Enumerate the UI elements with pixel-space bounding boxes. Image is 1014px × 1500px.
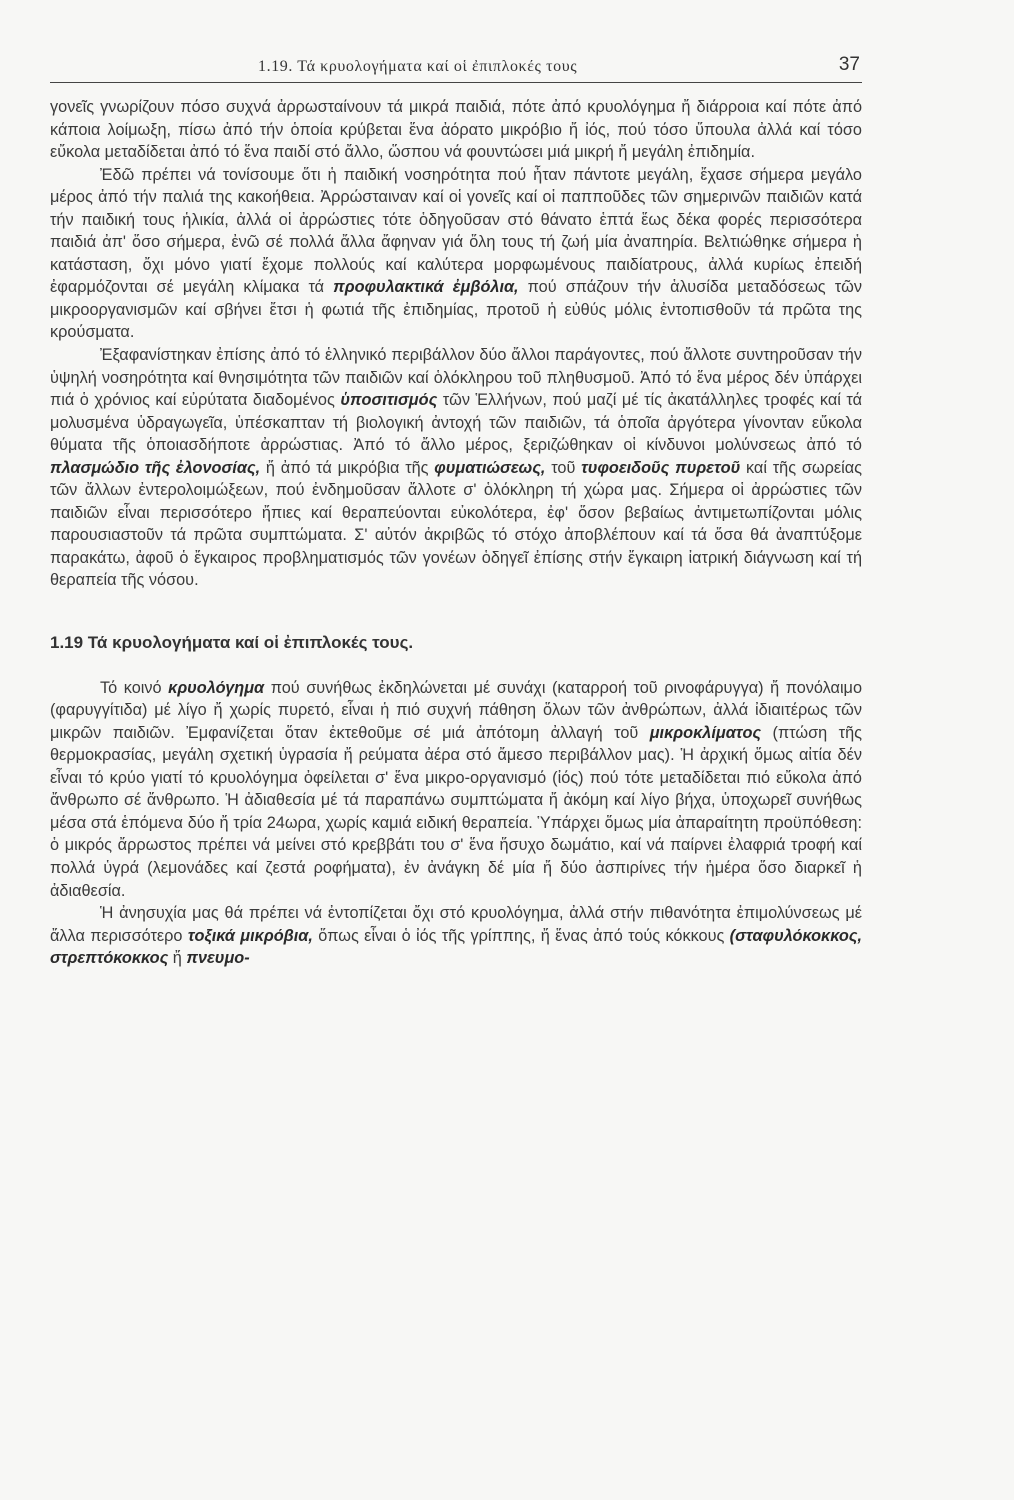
- paragraph-4: [50, 677, 862, 902]
- paragraph-2-text-b: πού σπάζουν τήν ἁλυσίδα μεταδόσεως τῶν μικροοργανισμῶν καί σβήνει ἔτσι ἡ φωτιά τῆς ἐπιδημίας, προτοῦ ἡ εὐθύς μόλις ἐντοπισθοῦν τά πρῶτα της κρούσματα.: [50, 278, 863, 342]
- paragraph-3-text-d: τοῦ: [545, 458, 582, 477]
- page-number: 37: [838, 54, 860, 75]
- paragraph-1: [50, 96, 862, 164]
- paragraph-5-text-b: ὅπως εἶναι ὁ ἰός τῆς γρίππης, ἤ ἕνας ἀπό τούς κόκκους: [312, 926, 730, 945]
- page-body: [50, 96, 862, 970]
- paragraph-3-text-a: Ἐξαφανίστηκαν ἐπίσης ἀπό τό ἑλληνικό περιβάλλον δύο ἄλλοι παράγοντες, πού ἄλλοτε συντηροῦσαν τήν ὑψηλή νοσηρότητα καί θνησιμότητα τῶν παιδιῶν καί ὁλόκληρου τοῦ πληθυσμοῦ. Ἀπό τό ἕνα μέρος δέν ὑπάρχει πιά ὁ χρόνιος καί εὐρύτατα διαδομένος: [50, 346, 862, 410]
- term-prophylactic-vaccines: προφυλακτικά ἐμβόλια,: [333, 278, 519, 297]
- paragraph-5: [50, 902, 862, 970]
- term-malnutrition: ὑποσιτισμός: [340, 391, 438, 410]
- paragraph-5-text-c: ἤ: [168, 949, 187, 968]
- term-cocci: (σταφυλόκοκκος, στρεπτόκοκκος: [50, 926, 862, 968]
- paragraph-4-text-a: Τό κοινό: [100, 678, 169, 697]
- paragraph-3-text-b: τῶν Ἑλλήνων, πού μαζί μέ τίς ἀκατάλληλες τροφές καί τά μολυσμένα ὑδραγωγεῖα, ὑπέσκαπταν τή βιολογική ἀντοχή τῶν παιδιῶν, τά ὁποῖα ἀργότερα γίνονταν εὔκολα θύματα τῆς ὁποιασδήποτε ἀρρώστιας. Ἀπό τό ἄλλο μέρος, ξεριζώθηκαν οἱ κίνδυνοι μολύνσεως ἀπό τό: [50, 391, 862, 455]
- paragraph-1-text: γονεῖς γνωρίζουν πόσο συχνά ἀρρωσταίνουν τά μικρά παιδιά, πότε ἀπό κρυολόγημα ἤ διάρροια καί πότε ἀπό κάποια λοίμωξη, πίσω ἀπό τήν ὁποία κρύβεται ἕνα ἀόρατο μικρόβιο ἤ ἰός, πού τόσο ὕπουλα ἀλλά καί τόσο εὔκολα μεταδίδεται ἀπό τό ἕνα παιδί στό ἄλλο, ὥσπου νά φουντώσει μιά μικρή ἤ μεγάλη ἐπιδημία.: [50, 98, 862, 162]
- paragraph-3: [50, 344, 862, 592]
- paragraph-3-text-c: ἤ ἀπό τά μικρόβια τῆς: [260, 458, 435, 477]
- term-pneumo: πνευμο-: [186, 949, 250, 968]
- running-header-title: 1.19. Τά κρυολογήματα καί οἱ ἐπιπλοκές τους: [258, 58, 578, 75]
- term-toxic-microbes: τοξικά μικρόβια,: [187, 926, 313, 945]
- term-typhoid-fever: τυφοειδοῦς πυρετοῦ: [581, 458, 741, 477]
- paragraph-5-text-a: Ἡ ἀνησυχία μας θά πρέπει νά ἐντοπίζεται ὄχι στό κρυολόγημα, ἀλλά στήν πιθανότητα ἐπιμολύνσεως μέ ἄλλα περισσότερο: [50, 904, 862, 945]
- paragraph-2-text-a: Ἐδῶ πρέπει νά τονίσουμε ὅτι ἡ παιδική νοσηρότητα πού ἦταν πάντοτε μεγάλη, ἔχασε σήμερα μεγάλο μέρος ἀπό τήν παλιά της κακοήθεια. Ἀρρώσταιναν καί οἱ γονεῖς καί οἱ παπποῦδες τῶν σημερινῶν παιδιῶν κατά τήν παιδική τους ἡλικία, ἀλλά οἱ ἀρρώστιες τότε ὁδηγοῦσαν στό θάνατο ἑπτά ἕως δέκα φορές περισσότερα παιδιά ἀπ' ὅσο σήμερα, ἐνῶ σέ πολλά ἄλλα ἄφηναν γιά ὅλη τους τή ζωή μία ἀναπηρία. Βελτιώθηκε σήμερα ἡ κατάσταση, ὄχι μόνο γιατί ἔχομε πολλούς καί καλύτερα μορφωμένους παιδίατρους, ἀλλά κυρίως ἐπειδή ἐφαρμόζονται σέ μεγάλη κλίμακα τά: [50, 165, 862, 297]
- term-common-cold: κρυολόγημα: [168, 678, 265, 697]
- paragraph-2: [50, 164, 862, 344]
- section-heading: 1.19 Τά κρυολογήματα καί οἱ ἐπιπλοκές τους.: [50, 633, 414, 653]
- term-malaria-plasmodium: πλασμώδιο τῆς ἐλονοσίας,: [50, 458, 261, 477]
- term-microclimate: μικροκλίματος: [649, 723, 762, 742]
- paragraph-4-text-c: (πτώση τῆς θερμοκρασίας, μεγάλη σχετική ὑγρασία ἤ ρεύματα ἀέρα στό ἄμεσο περιβάλλον μας). Ἡ ἀρχική ὅμως αἰτία δέν εἶναι τό κρύο γιατί τό κρυολόγημα ὀφείλεται σ' ἕνα μικρο-οργανισμό (ἰός) πού τότε μεταδίδεται πιό εὔκολα ἀπό ἄνθρωπο σέ ἄνθρωπο. Ἡ ἀδιαθεσία μέ τά παραπάνω συμπτώματα ἤ ἀκόμη καί λίγο βήχα, ὑποχωρεῖ συνήθως μέσα στά ἑπόμενα δύο ἤ τρία 24ωρα, χωρίς καμιά ειδική θεραπεία. Ὑπάρχει ὅμως μία ἀπαραίτητη προϋπόθεση: ὁ μικρός ἄρρωστος πρέπει νά μείνει στό κρεββάτι του σ' ἕνα ἥσυχο δωμάτιο, καί νά παίρνει ἐλαφριά τροφή καί πολλά ὑγρά (λεμονάδες καί ζεστά ροφήματα), ἐν ἀνάγκη δέ μία ἤ δύο ἀσπιρίνες τήν ἡμέρα ὅσο διαρκεῖ ἡ ἀδιαθεσία.: [50, 723, 862, 900]
- running-header: [50, 56, 862, 83]
- paragraph-3-text-e: καί τῆς σωρείας τῶν ἄλλων ἐντερολοιμώξεων, πού ἐνδημοῦσαν ἄλλοτε σ' ὁλόκληρη τή χώρα μας. Σήμερα οἱ ἀρρώστιες τῶν παιδιῶν εἶναι περισσότερο ἤπιες καί θεραπεύονται εὐκολότερα, ἐφ' ὅσον βεβαίως ἀντιμετωπίζονται μόλις παρουσιαστοῦν τά πρῶτα συμπτώματα. Σ' αὐτόν ἀκριβῶς τό στόχο ἀποβλέπουν καί τά ὅσα θά ἀναπτύξομε παρακάτω, ἀφοῦ ὁ ἔγκαιρος προβληματισμός τῶν γονέων ὁδηγεῖ ἐπίσης στήν ἔγκαιρη ἰατρική διάγνωση καί τή θεραπεία τῆς νόσου.: [50, 458, 862, 590]
- term-tuberculosis: φυματιώσεως,: [434, 458, 546, 477]
- paragraph-4-text-b: πού συνήθως ἐκδηλώνεται μέ συνάχι (καταρροή τοῦ ρινοφάρυγγα) ἤ πονόλαιμο (φαρυγγίτιδα) μέ λίγο ἤ χωρίς πυρετό, εἶναι ἡ πιό συχνή πάθηση ὅλων τῶν ἀνθρώπων, ἀλλά ἰδιαιτέρως τῶν μικρῶν παιδιῶν. Ἐμφανίζεται ὅταν ἐκτεθοῦμε σέ μιά ἀπότομη ἀλλαγή τοῦ: [50, 678, 862, 742]
